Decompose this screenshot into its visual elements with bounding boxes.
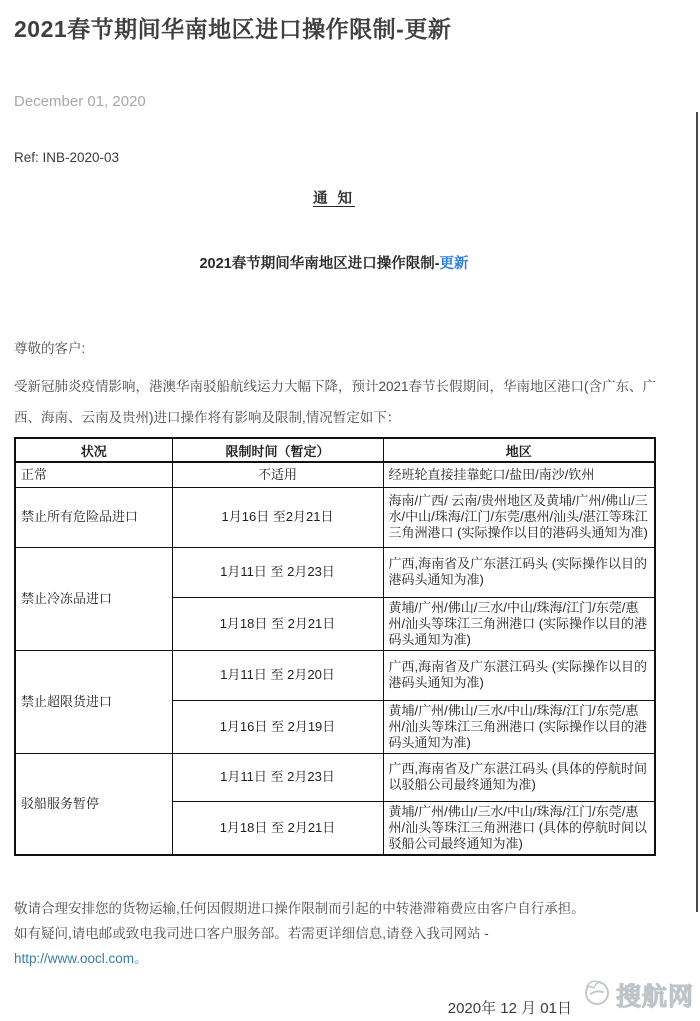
- time-cell: 1月11日 至 2月23日: [172, 547, 383, 597]
- notice-subtitle-highlight: 更新: [439, 256, 469, 272]
- notice-heading: [14, 187, 654, 208]
- region-cell: 黄埔/广州/佛山/三水/中山/珠海/江门/东莞/惠州/汕头等珠江三角洲港口 (实际操作以目的港码头通知为准): [383, 700, 655, 753]
- link-suffix: 。: [134, 950, 148, 966]
- oocl-website-link[interactable]: http://www.oocl.com: [14, 950, 135, 966]
- closing-line2: 如有疑问,请电邮或致电我司进口客户服务部。若需更详细信息,请登入我司网站 -: [14, 925, 489, 941]
- time-cell: 1月16日 至 2月19日: [172, 700, 383, 753]
- column-header-status: 状况: [15, 438, 172, 462]
- greeting: 尊敬的客户:: [14, 341, 86, 356]
- table-row: [15, 487, 655, 547]
- watermark-text: 搜航网: [615, 982, 694, 1011]
- publish-date: December 01, 2020: [14, 93, 146, 110]
- region-cell: 广西,海南省及广东湛江码头 (实际操作以目的港码头通知为准): [383, 547, 655, 597]
- closing-line1: 敬请合理安排您的货物运输,任何因假期进口操作限制而引起的中转港滞箱费应由客户自行承担。: [14, 900, 585, 916]
- time-cell: 1月11日 至 2月20日: [172, 650, 383, 700]
- status-cell: 禁止冷冻品进口: [15, 547, 172, 650]
- time-cell: 1月11日 至 2月23日: [172, 753, 383, 801]
- time-cell: 不适用: [172, 462, 383, 487]
- time-cell: 1月18日 至 2月21日: [172, 801, 383, 855]
- closing-paragraph: [14, 896, 676, 971]
- table-header-row: [15, 438, 655, 462]
- notice-subtitle-main: 2021春节期间华南地区进口操作限制-: [199, 256, 440, 272]
- table-row: [15, 547, 655, 597]
- time-cell: 1月18日 至 2月21日: [172, 597, 383, 650]
- status-cell: 驳船服务暂停: [15, 753, 172, 855]
- watermark-badge: [581, 976, 694, 1013]
- region-cell: 广西,海南省及广东湛江码头 (具体的停航时间以驳船公司最终通知为准): [383, 753, 655, 801]
- intro-paragraph: 受新冠肺炎疫情影响，港澳华南驳船航线运力大幅下降，预计2021春节长假期间，华南地区港口(含广东、广西、海南、云南及贵州)进口操作将有影响及限制,情况暂定如下：: [14, 379, 657, 425]
- region-cell: 海南/广西/ 云南/贵州地区及黄埔/广州/佛山/三水/中山/珠海/江门/东莞/惠州/汕头/湛江等珠江三角洲港口 (实际操作以目的港码头通知为准): [383, 487, 655, 547]
- table-row: [15, 462, 655, 487]
- souhang-logo-icon: [581, 976, 613, 1013]
- region-cell: 黄埔/广州/佛山/三水/中山/珠海/江门/东莞/惠州/汕头等珠江三角洲港口 (具体的停航时间以驳船公司最终通知为准): [383, 801, 655, 855]
- table-row: [15, 753, 655, 801]
- document-date: 2020年 12 月 01日: [447, 999, 572, 1017]
- ref-number: Ref: INB-2020-03: [14, 150, 120, 165]
- restrictions-table: [14, 437, 656, 856]
- region-cell: 广西,海南省及广东湛江码头 (实际操作以目的港码头通知为准): [383, 650, 655, 700]
- region-cell: 黄埔/广州/佛山/三水/中山/珠海/江门/东莞/惠州/汕头等珠江三角洲港口 (实际操作以目的港码头通知为准): [383, 597, 655, 650]
- notice-heading-text: 通 知: [312, 191, 356, 207]
- column-header-time: 限制时间（暂定）: [172, 438, 383, 462]
- column-header-region: 地区: [383, 438, 655, 462]
- region-cell: 经班轮直接挂靠蛇口/盐田/南沙/钦州: [383, 462, 655, 487]
- status-cell: 正常: [15, 462, 172, 487]
- status-cell: 禁止所有危险品进口: [15, 487, 172, 547]
- table-row: [15, 650, 655, 700]
- page-right-edge-divider: [696, 112, 698, 912]
- page-title: 2021春节期间华南地区进口操作限制-更新: [14, 16, 452, 42]
- time-cell: 1月16日 至2月21日: [172, 487, 383, 547]
- notice-subtitle: [14, 252, 654, 273]
- status-cell: 禁止超限货进口: [15, 650, 172, 753]
